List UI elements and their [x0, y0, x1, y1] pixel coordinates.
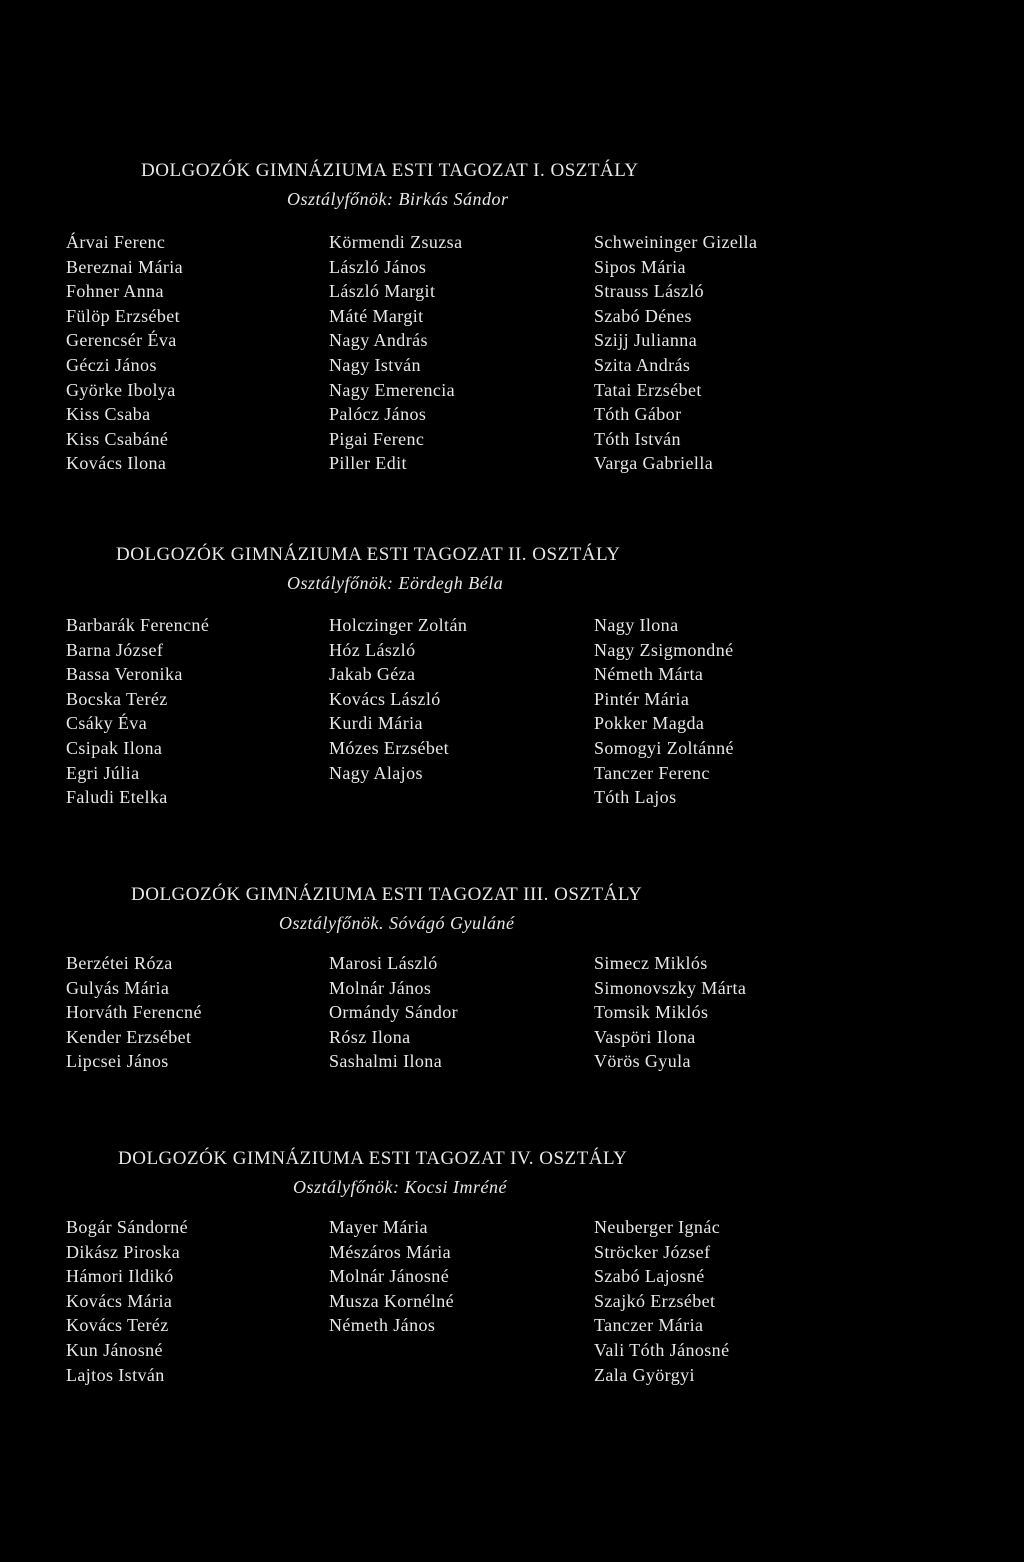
student-name: Nagy István: [329, 354, 421, 375]
student-name: Bocska Teréz: [66, 688, 168, 709]
student-name: Kovács László: [329, 688, 441, 709]
student-name: Ormándy Sándor: [329, 1002, 459, 1023]
student-name: Molnár János: [329, 977, 432, 998]
student-name: Tomsik Miklós: [594, 1002, 709, 1023]
student-name: Palócz János: [329, 404, 427, 425]
student-name: Nagy Ilona: [594, 615, 679, 635]
student-name: Gerencsér Éva: [66, 330, 177, 351]
student-name: Csipak Ilona: [66, 737, 163, 758]
student-name: Nagy Emerencia: [329, 379, 456, 400]
class-teacher: Osztályfőnök: Birkás Sándor: [287, 189, 509, 209]
student-name: Lajtos István: [66, 1364, 165, 1385]
name-column-2: [329, 1215, 454, 1338]
section-heading: DOLGOZÓK GIMNÁZIUMA ESTI TAGOZAT II. OSZTÁLY: [116, 544, 621, 565]
name-column-2: [329, 951, 458, 1074]
student-name: Vali Tóth Jánosné: [594, 1339, 730, 1360]
name-column-1: [66, 230, 183, 476]
student-name: Tóth Lajos: [594, 787, 677, 808]
name-column-2: [329, 230, 462, 476]
student-name: Simecz Miklós: [594, 953, 708, 973]
student-name: Kender Erzsébet: [66, 1026, 192, 1047]
student-name: Györke Ibolya: [66, 379, 176, 400]
student-name: Sipos Mária: [594, 256, 686, 277]
student-name: Neuberger Ignác: [594, 1217, 721, 1237]
student-name: Fohner Anna: [66, 281, 164, 302]
student-name: Bassa Veronika: [66, 664, 183, 685]
student-name: Kovács Ilona: [66, 453, 167, 474]
student-name: Géczi János: [66, 354, 157, 375]
student-name: Bereznai Mária: [66, 256, 184, 277]
name-column-3: [594, 1215, 729, 1387]
student-name: László Margit: [329, 281, 436, 302]
student-name: László János: [329, 256, 427, 277]
student-name: Molnár Jánosné: [329, 1266, 450, 1287]
student-name: Horváth Ferencné: [66, 1002, 202, 1023]
student-name: Varga Gabriella: [594, 453, 714, 474]
student-name: Kovács Mária: [66, 1290, 173, 1311]
name-column-1: [66, 613, 209, 810]
student-name: Kiss Csaba: [66, 404, 151, 425]
student-name: Tóth Gábor: [594, 404, 682, 425]
student-name: Pigai Ferenc: [329, 428, 425, 449]
student-name: Mészáros Mária: [329, 1241, 452, 1262]
student-name: Szijj Julianna: [594, 330, 698, 351]
student-name: Barbarák Ferencné: [66, 615, 210, 635]
student-name: Nagy Alajos: [329, 762, 423, 783]
student-name: Marosi László: [329, 953, 438, 973]
section-heading: DOLGOZÓK GIMNÁZIUMA ESTI TAGOZAT IV. OSZTÁLY: [118, 1148, 628, 1169]
student-name: Szabó Lajosné: [594, 1266, 705, 1287]
name-column-3: [594, 230, 757, 476]
student-name: Dikász Piroska: [66, 1241, 181, 1262]
name-column-1: [66, 1215, 188, 1387]
student-name: Rósz Ilona: [329, 1026, 411, 1047]
name-column-3: [594, 613, 734, 810]
name-column-2: [329, 613, 467, 785]
student-name: Berzétei Róza: [66, 953, 173, 973]
student-name: Zala Györgyi: [594, 1364, 695, 1385]
student-name: Tóth István: [594, 428, 681, 449]
student-name: Vörös Gyula: [594, 1051, 691, 1072]
student-name: Sashalmi Ilona: [329, 1051, 443, 1072]
student-name: Kun Jánosné: [66, 1339, 163, 1360]
student-name: Bogár Sándorné: [66, 1217, 189, 1237]
student-name: Németh János: [329, 1315, 436, 1336]
name-column-3: [594, 951, 746, 1074]
student-name: Jakab Géza: [329, 664, 416, 685]
student-name: Egri Júlia: [66, 762, 140, 783]
student-name: Lipcsei János: [66, 1051, 169, 1072]
student-name: Pokker Magda: [594, 713, 705, 734]
student-name: Pintér Mária: [594, 688, 690, 709]
student-name: Fülöp Erzsébet: [66, 305, 181, 326]
student-name: Kurdi Mária: [329, 713, 423, 734]
name-column-1: [66, 951, 202, 1074]
student-name: Schweininger Gizella: [594, 232, 758, 252]
student-name: Kovács Teréz: [66, 1315, 169, 1336]
student-name: Holczinger Zoltán: [329, 615, 468, 635]
student-name: Németh Márta: [594, 664, 704, 685]
student-name: Szita András: [594, 354, 691, 375]
student-name: Mózes Erzsébet: [329, 737, 450, 758]
student-name: Tatai Erzsébet: [594, 379, 702, 400]
class-teacher: Osztályfőnök: Eördegh Béla: [287, 573, 504, 593]
class-teacher: Osztályfőnök: Kocsi Imréné: [293, 1177, 507, 1197]
student-name: Szabó Dénes: [594, 305, 692, 326]
student-name: Árvai Ferenc: [66, 232, 166, 252]
student-name: Ströcker József: [594, 1241, 711, 1262]
student-name: Strauss László: [594, 281, 705, 302]
student-name: Kiss Csabáné: [66, 428, 169, 449]
student-name: Szajkó Erzsébet: [594, 1290, 716, 1311]
section-heading: DOLGOZÓK GIMNÁZIUMA ESTI TAGOZAT I. OSZTÁLY: [141, 160, 639, 181]
student-name: Piller Edit: [329, 453, 407, 474]
student-name: Hóz László: [329, 639, 416, 660]
student-name: Máté Margit: [329, 305, 424, 326]
student-name: Körmendi Zsuzsa: [329, 232, 463, 252]
student-name: Tanczer Mária: [594, 1315, 704, 1336]
student-name: Nagy Zsigmondné: [594, 639, 734, 660]
student-name: Nagy András: [329, 330, 428, 351]
class-teacher: Osztályfőnök. Sóvágó Gyuláné: [279, 913, 515, 933]
student-name: Musza Kornélné: [329, 1290, 455, 1311]
student-name: Csáky Éva: [66, 713, 148, 734]
student-name: Mayer Mária: [329, 1217, 428, 1237]
student-name: Faludi Etelka: [66, 787, 168, 808]
student-name: Simonovszky Márta: [594, 977, 747, 998]
student-name: Tanczer Ferenc: [594, 762, 710, 783]
student-name: Gulyás Mária: [66, 977, 170, 998]
student-name: Somogyi Zoltánné: [594, 737, 734, 758]
student-name: Barna József: [66, 639, 164, 660]
student-name: Hámori Ildikó: [66, 1266, 174, 1287]
student-name: Vaspöri Ilona: [594, 1026, 696, 1047]
section-heading: DOLGOZÓK GIMNÁZIUMA ESTI TAGOZAT III. OSZTÁLY: [131, 884, 643, 905]
